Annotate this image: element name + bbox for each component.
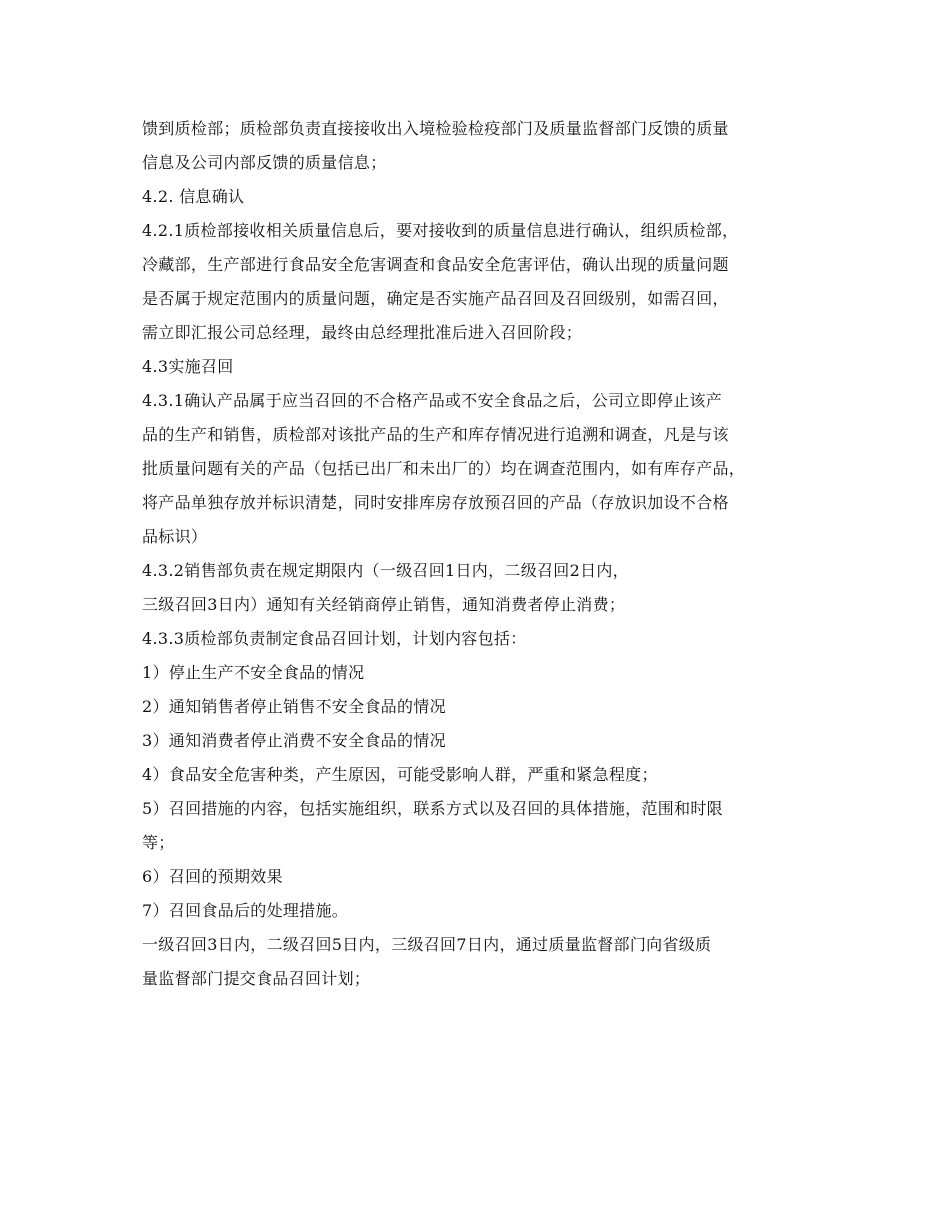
section-heading: 4.3实施召回 bbox=[142, 357, 234, 376]
list-item: 3）通知消费者停止消费不安全食品的情况 bbox=[142, 731, 446, 750]
text-line: 4.3.1确认产品属于应当召回的不合格产品或不安全食品之后，公司立即停止该产 bbox=[142, 391, 723, 410]
list-item: 6）召回的预期效果 bbox=[142, 867, 283, 886]
text-line: 品的生产和销售，质检部对该批产品的生产和库存情况进行追溯和调查，凡是与该 bbox=[142, 425, 729, 444]
list-item: 4）食品安全危害种类，产生原因，可能受影响人群，严重和紧急程度； bbox=[142, 765, 658, 784]
text-line: 馈到质检部；质检部负责直接接收出入境检验检疫部门及质量监督部门反馈的质量 bbox=[142, 119, 729, 138]
text-line: 是否属于规定范围内的质量问题，确定是否实施产品召回及召回级别，如需召回， bbox=[142, 289, 729, 308]
text-line: 一级召回3日内，二级召回5日内，三级召回7日内，通过质量监督部门向省级质 bbox=[142, 935, 712, 954]
text-line: 需立即汇报公司总经理，最终由总经理批准后进入召回阶段； bbox=[142, 323, 583, 342]
text-line: 等； bbox=[142, 833, 175, 852]
text-line: 4.3.3质检部负责制定食品召回计划，计划内容包括： bbox=[142, 629, 527, 648]
text-line: 4.3.2销售部负责在规定期限内（一级召回1日内，二级召回2日内， bbox=[142, 561, 629, 580]
text-line: 信息及公司内部反馈的质量信息； bbox=[142, 153, 387, 172]
text-line: 4.2.1质检部接收相关质量信息后，要对接收到的质量信息进行确认，组织质检部， bbox=[142, 221, 739, 240]
text-line: 批质量问题有关的产品（包括已出厂和未出厂的）均在调查范围内，如有库存产品， bbox=[142, 459, 746, 478]
text-line: 将产品单独存放并标识清楚，同时安排库房存放预召回的产品（存放识加设不合格 bbox=[142, 493, 729, 512]
list-item: 1）停止生产不安全食品的情况 bbox=[142, 663, 365, 682]
text-line: 三级召回3日内）通知有关经销商停止销售，通知消费者停止消费； bbox=[142, 595, 626, 614]
text-line: 品标识） bbox=[142, 527, 208, 546]
text-line: 量监督部门提交食品召回计划； bbox=[142, 969, 371, 988]
list-item: 5）召回措施的内容，包括实施组织，联系方式以及召回的具体措施，范围和时限 bbox=[142, 799, 723, 818]
list-item: 7）召回食品后的处理措施。 bbox=[142, 901, 349, 920]
list-item: 2）通知销售者停止销售不安全食品的情况 bbox=[142, 697, 446, 716]
section-heading: 4.2. 信息确认 bbox=[142, 187, 245, 206]
text-line: 冷藏部，生产部进行食品安全危害调查和食品安全危害评估，确认出现的质量问题 bbox=[142, 255, 729, 274]
